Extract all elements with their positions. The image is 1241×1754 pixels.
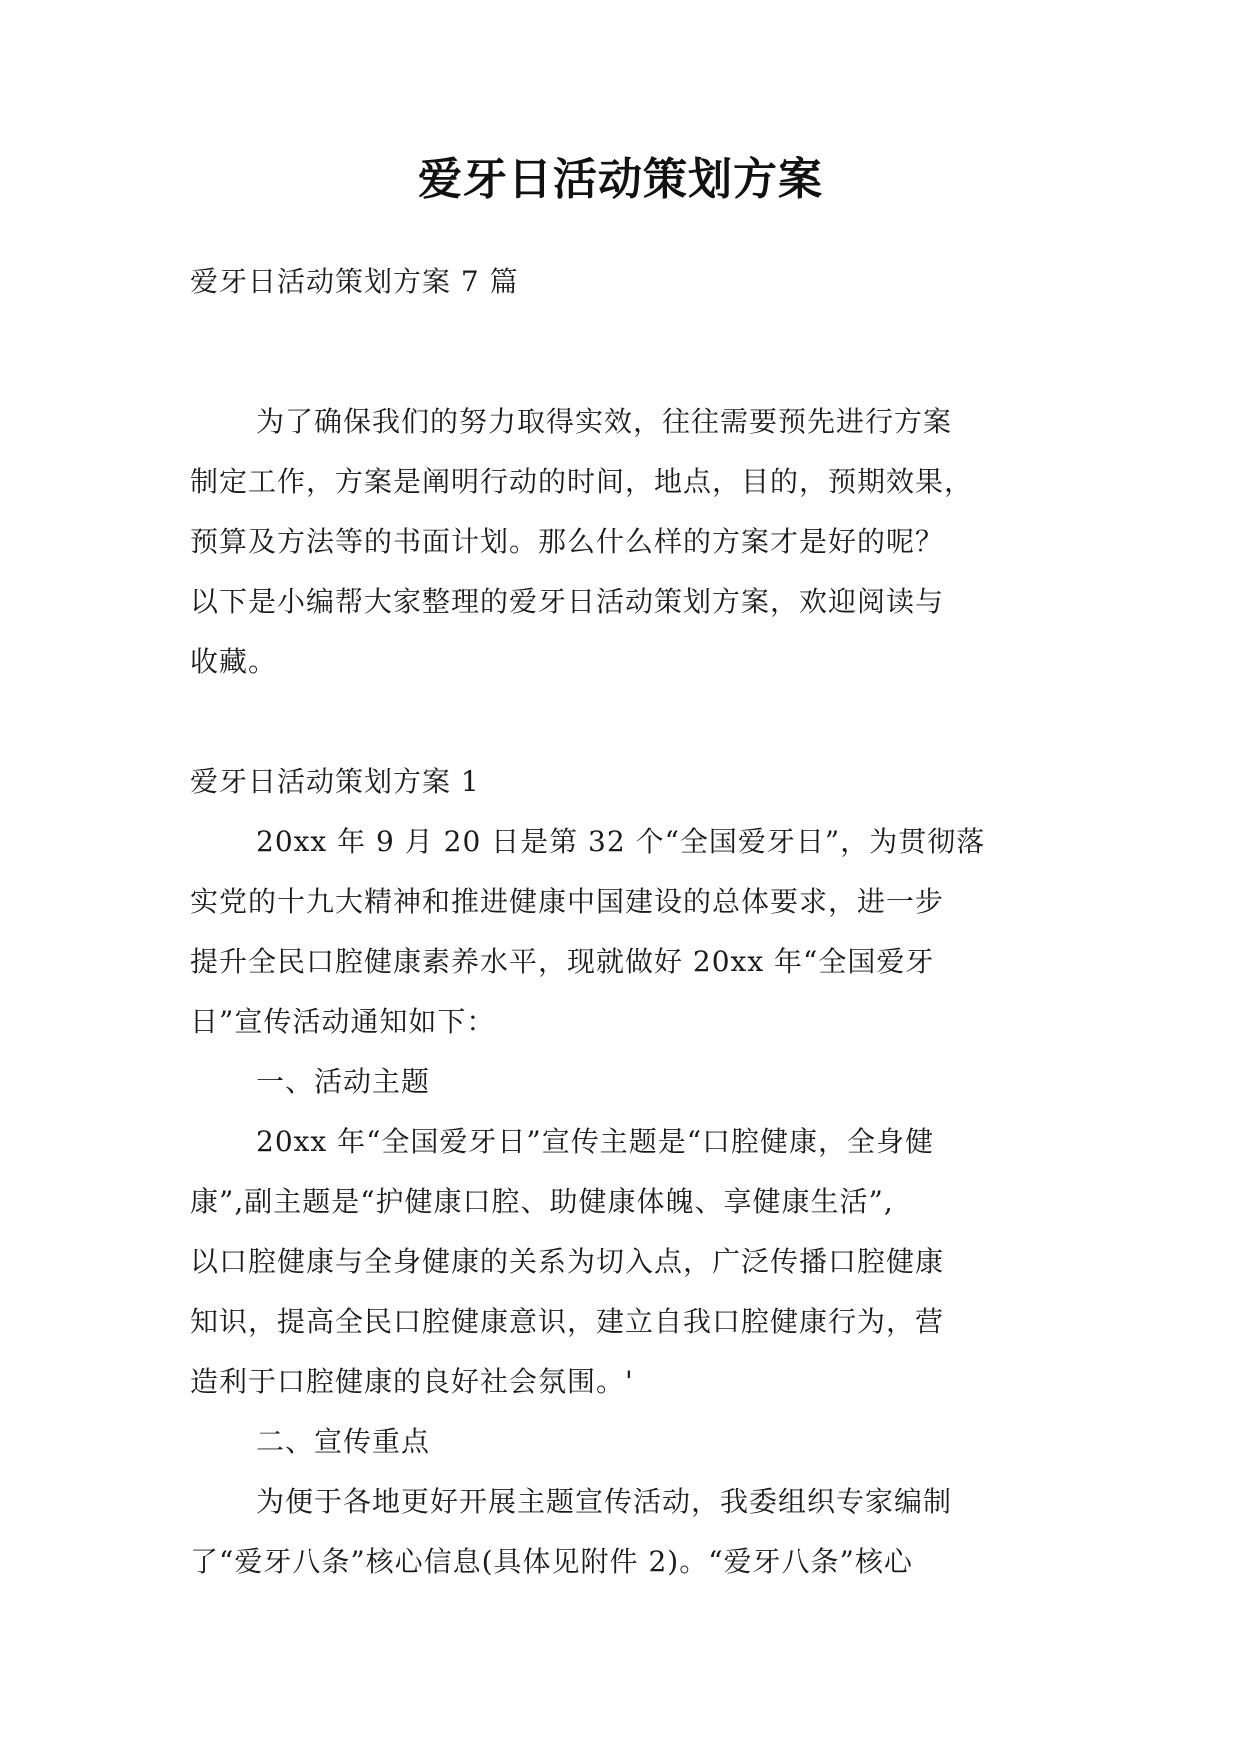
section-1-line-1: 20xx 年 9 月 20 日是第 32 个“全国爱牙日”，为贯彻落 [256, 825, 986, 858]
part-2-heading: 二、宣传重点 [256, 1425, 431, 1458]
document-subtitle: 爱牙日活动策划方案 7 篇 [190, 265, 519, 298]
part-1-line-5: 造利于口腔健康的良好社会氛围。' [190, 1365, 634, 1398]
section-1-line-4: 日”宣传活动通知如下： [190, 1005, 496, 1038]
intro-line-1: 为了确保我们的努力取得实效，往往需要预先进行方案 [256, 405, 953, 438]
document-title: 爱牙日活动策划方案 [418, 154, 823, 205]
part-1-heading: 一、活动主题 [256, 1065, 431, 1098]
part-1-line-4: 知识，提高全民口腔健康意识，建立自我口腔健康行为，营 [190, 1305, 945, 1338]
part-1-line-2: 康”,副主题是“护健康口腔、助健康体魄、享健康生活”, [190, 1185, 894, 1218]
intro-line-3: 预算及方法等的书面计划。那么什么样的方案才是好的呢？ [190, 525, 945, 558]
part-1-line-3: 以口腔健康与全身健康的关系为切入点，广泛传播口腔健康 [190, 1245, 945, 1278]
part-1-line-1: 20xx 年“全国爱牙日”宣传主题是“口腔健康，全身健 [256, 1125, 935, 1158]
part-2-line-2: 了“爱牙八条”核心信息(具体见附件 2)。“爱牙八条”核心 [190, 1545, 913, 1578]
intro-line-5: 收藏。 [190, 645, 278, 678]
intro-line-2: 制定工作，方案是阐明行动的时间，地点，目的，预期效果， [190, 465, 974, 498]
section-1-line-2: 实党的十九大精神和推进健康中国建设的总体要求，进一步 [190, 885, 945, 918]
part-2-line-1: 为便于各地更好开展主题宣传活动，我委组织专家编制 [256, 1485, 953, 1518]
section-1-line-3: 提升全民口腔健康素养水平，现就做好 20xx 年“全国爱牙 [190, 945, 935, 978]
section-1-heading: 爱牙日活动策划方案 1 [190, 765, 480, 798]
intro-line-4: 以下是小编帮大家整理的爱牙日活动策划方案，欢迎阅读与 [190, 585, 945, 618]
